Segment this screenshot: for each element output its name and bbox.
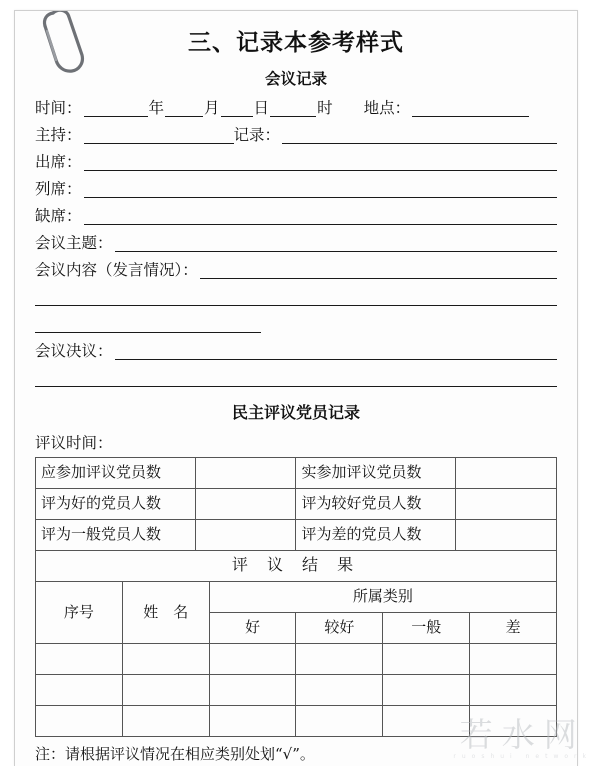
year-unit: 年 xyxy=(148,99,165,118)
absent-input-blank[interactable] xyxy=(84,207,557,225)
field-host-row xyxy=(35,126,557,144)
result-header-cell: 评 议 结 果 xyxy=(36,550,557,581)
document-sheet xyxy=(14,10,578,766)
host-label: 主持： xyxy=(35,126,82,145)
meeting-record-form xyxy=(35,99,557,387)
content-label: 会议内容（发言情况）： xyxy=(35,261,198,280)
cell-fair-good[interactable] xyxy=(296,674,383,705)
table-row xyxy=(36,488,557,519)
observers-label: 列席： xyxy=(35,180,82,199)
day-unit: 日 xyxy=(253,99,270,118)
place-label: 地点： xyxy=(363,99,411,118)
content-input-blank[interactable] xyxy=(200,261,557,279)
stats-value-cell[interactable] xyxy=(456,519,557,550)
hour-input-blank[interactable] xyxy=(270,99,316,117)
result-header-row xyxy=(36,550,557,581)
table-row xyxy=(36,674,557,705)
appraisal-stats-table xyxy=(35,457,557,551)
content-continuation-line-2[interactable] xyxy=(35,315,261,333)
resolution-label: 会议决议： xyxy=(35,342,113,361)
category-header-poor: 差 xyxy=(470,612,557,643)
day-input-blank[interactable] xyxy=(221,99,253,117)
cell-index[interactable] xyxy=(36,674,123,705)
stats-label-cell: 评为差的党员人数 xyxy=(296,519,456,550)
column-header-row-1 xyxy=(36,581,557,612)
field-attendance-row xyxy=(35,153,557,171)
cell-index[interactable] xyxy=(36,643,123,674)
table-row xyxy=(36,519,557,550)
topic-label: 会议主题： xyxy=(35,234,113,253)
resolution-input-blank[interactable] xyxy=(115,342,557,360)
attendance-input-blank[interactable] xyxy=(84,153,557,171)
appraisal-time-label: 评议时间： xyxy=(35,433,113,452)
cell-good[interactable] xyxy=(209,705,296,736)
cell-average[interactable] xyxy=(383,643,470,674)
host-input-blank[interactable] xyxy=(84,126,234,144)
cell-name[interactable] xyxy=(122,674,209,705)
resolution-continuation-line[interactable] xyxy=(35,369,557,387)
section-title-meeting-record: 会议记录 xyxy=(264,69,327,88)
category-header-good: 好 xyxy=(209,612,296,643)
cell-index[interactable] xyxy=(36,705,123,736)
page-title: 三、记录本参考样式 xyxy=(188,29,404,56)
time-label: 时间： xyxy=(35,99,82,118)
observers-input-blank[interactable] xyxy=(84,180,557,198)
stats-value-cell[interactable] xyxy=(456,457,557,488)
stats-label-cell: 实参加评议党员数 xyxy=(296,457,456,488)
category-header-fair-good: 较好 xyxy=(296,612,383,643)
stats-label-cell: 评为好的党员人数 xyxy=(36,488,196,519)
watermark-subtext: ruoshui network xyxy=(453,753,592,760)
cell-good[interactable] xyxy=(209,674,296,705)
year-input-blank[interactable] xyxy=(84,99,148,117)
stats-label-cell: 应参加评议党员数 xyxy=(36,457,196,488)
attendance-label: 出席： xyxy=(35,153,82,172)
cell-average[interactable] xyxy=(383,705,470,736)
sheet-content xyxy=(15,29,577,766)
table-row xyxy=(36,705,557,736)
cell-poor[interactable] xyxy=(470,705,557,736)
field-topic-row xyxy=(35,234,557,252)
field-resolution-row xyxy=(35,342,557,360)
footer-note: 注：请根据评议情况在相应类别处划“√”。 xyxy=(35,744,315,763)
cell-good[interactable] xyxy=(209,643,296,674)
stats-value-cell[interactable] xyxy=(195,519,296,550)
table-row xyxy=(36,643,557,674)
cell-poor[interactable] xyxy=(470,674,557,705)
stats-label-cell: 评为一般党员人数 xyxy=(36,519,196,550)
cell-name[interactable] xyxy=(122,705,209,736)
hour-unit: 时 xyxy=(317,99,333,118)
category-header-average: 一般 xyxy=(383,612,470,643)
field-content-row xyxy=(35,261,557,279)
appraisal-result-table xyxy=(35,550,557,737)
cell-fair-good[interactable] xyxy=(296,705,383,736)
recorder-input-blank[interactable] xyxy=(282,126,557,144)
cell-average[interactable] xyxy=(383,674,470,705)
section-title-appraisal: 民主评议党员记录 xyxy=(231,402,360,422)
table-row xyxy=(36,457,557,488)
column-header-category: 所属类别 xyxy=(209,581,556,612)
watermark-text: 若水网 xyxy=(459,715,586,754)
field-observers-row xyxy=(35,180,557,198)
field-time-row xyxy=(35,99,557,117)
stats-value-cell[interactable] xyxy=(456,488,557,519)
stats-label-cell: 评为较好党员人数 xyxy=(296,488,456,519)
column-header-name: 姓 名 xyxy=(122,581,209,643)
column-header-index: 序号 xyxy=(36,581,123,643)
recorder-label: 记录： xyxy=(233,126,281,145)
field-absent-row xyxy=(35,207,557,225)
month-unit: 月 xyxy=(204,99,220,118)
place-input-blank[interactable] xyxy=(412,99,529,117)
content-continuation-line-1[interactable] xyxy=(35,288,557,306)
cell-poor[interactable] xyxy=(470,643,557,674)
absent-label: 缺席： xyxy=(35,207,82,226)
stats-value-cell[interactable] xyxy=(195,488,296,519)
cell-name[interactable] xyxy=(122,643,209,674)
stats-value-cell[interactable] xyxy=(195,457,296,488)
cell-fair-good[interactable] xyxy=(296,643,383,674)
month-input-blank[interactable] xyxy=(165,99,203,117)
topic-input-blank[interactable] xyxy=(115,234,557,252)
